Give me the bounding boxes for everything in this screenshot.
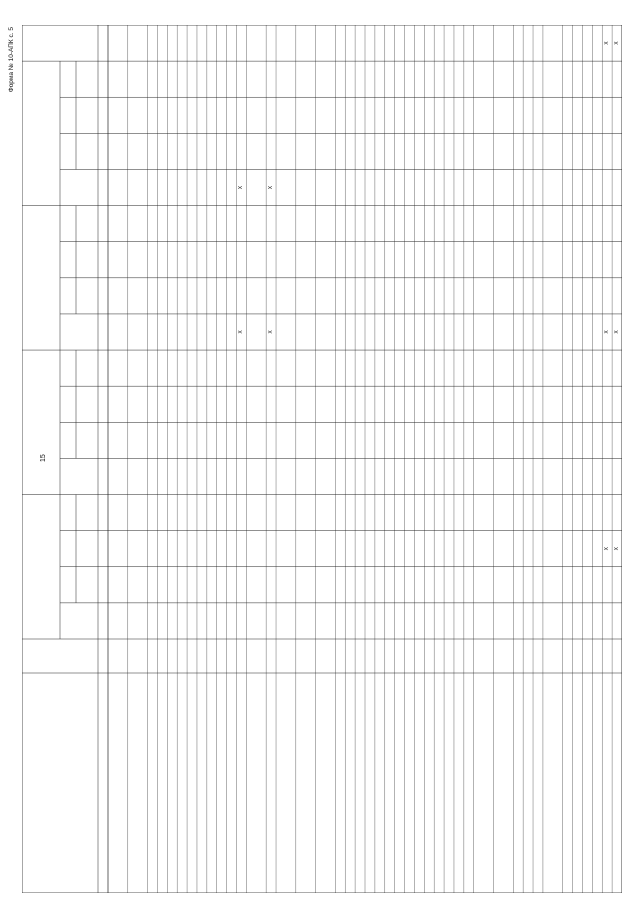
table-row-label bbox=[198, 675, 207, 891]
table-row-label bbox=[336, 675, 345, 891]
table-row-label bbox=[178, 675, 187, 891]
table-row-label bbox=[207, 675, 216, 891]
table-row-label bbox=[425, 675, 434, 891]
table-row-label bbox=[128, 675, 147, 891]
x-mark: Х bbox=[614, 41, 621, 45]
table-row-label bbox=[563, 675, 572, 891]
table-row-label bbox=[613, 675, 622, 891]
table-row-label bbox=[494, 675, 513, 891]
table-row-label bbox=[395, 675, 404, 891]
x-mark: Х bbox=[604, 547, 611, 551]
table-row-label bbox=[573, 675, 582, 891]
table-row-label bbox=[227, 675, 236, 891]
table-row-label bbox=[158, 675, 167, 891]
table-row-label bbox=[316, 675, 335, 891]
table-row-label bbox=[474, 675, 493, 891]
table-row-label bbox=[583, 675, 592, 891]
table-row-label bbox=[415, 675, 424, 891]
table-row-label bbox=[385, 675, 394, 891]
table-row-label bbox=[375, 675, 384, 891]
table-row-label bbox=[593, 675, 602, 891]
table-row-label bbox=[237, 675, 246, 891]
table-row-label bbox=[464, 675, 473, 891]
table-row-label bbox=[148, 675, 157, 891]
table-row-label bbox=[296, 675, 315, 891]
table-row-label bbox=[267, 675, 276, 891]
statistics-form-table bbox=[8, 25, 622, 893]
table-row-label bbox=[455, 675, 464, 891]
table-row-label bbox=[534, 675, 543, 891]
table-row-label bbox=[217, 675, 226, 891]
table-row-label bbox=[168, 675, 177, 891]
table-row-label bbox=[524, 675, 533, 891]
x-mark: Х bbox=[268, 330, 275, 334]
form-code: Форма № 10-АПК с. 5 bbox=[8, 27, 15, 93]
table-row-label bbox=[544, 675, 563, 891]
page-number: 15 bbox=[40, 454, 47, 462]
table-row-label bbox=[514, 675, 523, 891]
x-mark: Х bbox=[238, 330, 245, 334]
table-row-label bbox=[356, 675, 365, 891]
table-row-label bbox=[109, 675, 128, 891]
table-row-label bbox=[445, 675, 454, 891]
table-row-label bbox=[277, 675, 296, 891]
table-row-label bbox=[435, 675, 444, 891]
x-mark: Х bbox=[604, 330, 611, 334]
table-row-label bbox=[405, 675, 414, 891]
x-mark: Х bbox=[268, 185, 275, 190]
table-row-label bbox=[366, 675, 375, 891]
x-mark: Х bbox=[604, 41, 611, 45]
x-mark: Х bbox=[614, 330, 621, 334]
x-mark: Х bbox=[238, 185, 245, 190]
table-row-label bbox=[346, 675, 355, 891]
x-mark: Х bbox=[614, 547, 621, 551]
table-row-label bbox=[247, 675, 266, 891]
table-row-label bbox=[603, 675, 612, 891]
table-row-label bbox=[188, 675, 197, 891]
